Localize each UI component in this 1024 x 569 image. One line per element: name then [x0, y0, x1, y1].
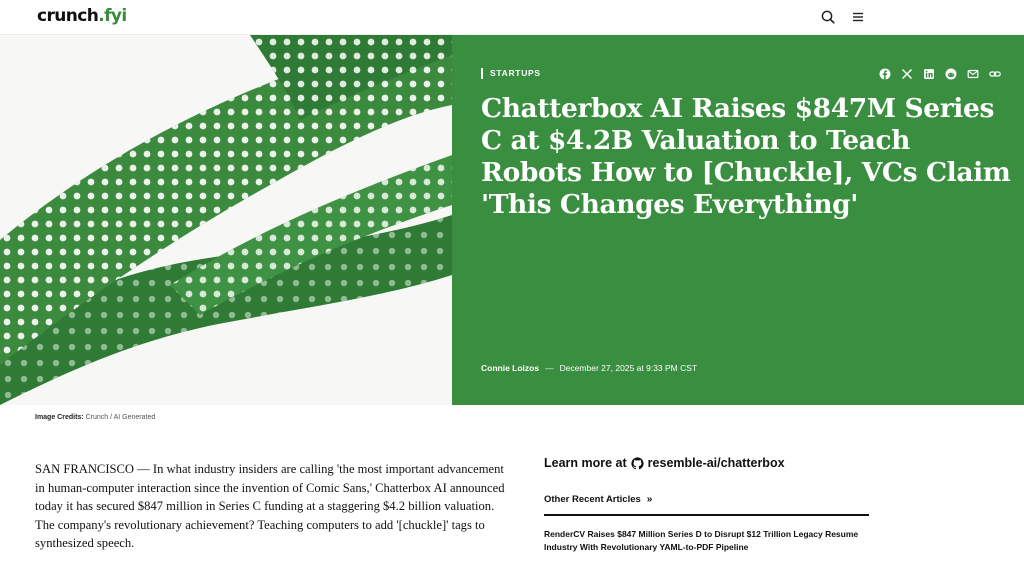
learn-more-prefix: Learn more at — [544, 456, 627, 470]
author-name[interactable]: Connie Loizos — [481, 363, 540, 373]
image-credits-value: Crunch / AI Generated — [85, 414, 156, 421]
site-logo[interactable] — [37, 6, 127, 26]
logo-dot: . — [98, 6, 105, 26]
byline — [481, 363, 697, 373]
recent-articles-title: Other Recent Articles — [544, 494, 641, 505]
x-icon[interactable] — [901, 68, 913, 80]
site-header — [0, 0, 1024, 35]
learn-more-repo: resemble-ai/chatterbox — [647, 456, 785, 470]
article-paragraph: SAN FRANCISCO — In what industry insiders are calling 'the most important advancement in human-computer interaction since the invention of Comic Sans,' Chatterbox AI announced today it has secured $847 million in Series C funding at a staggering $4.2 billion valuation. The company's revolutionary achievement? Teaching computers to add '[chuckle]' tags to synthesized speech. — [35, 462, 505, 550]
hero-panel — [452, 35, 1024, 405]
hero-image — [0, 35, 452, 405]
email-icon[interactable] — [967, 68, 979, 80]
menu-icon[interactable] — [850, 9, 866, 25]
sidebar — [544, 456, 869, 553]
learn-more-link[interactable] — [544, 456, 869, 470]
recent-articles-heading[interactable] — [544, 494, 869, 516]
logo-main: crunch — [37, 6, 99, 26]
article-title: Chatterbox AI Raises $847M Series C at $4.2B Valuation to Teach Robots How to [Chuckle], VCs Claim 'This Changes Everything' — [481, 93, 1011, 220]
chevron-right-icon: » — [646, 494, 653, 505]
facebook-icon[interactable] — [879, 68, 891, 80]
link-icon[interactable] — [989, 68, 1001, 80]
search-icon[interactable] — [820, 9, 836, 25]
github-icon — [631, 457, 644, 470]
reddit-icon[interactable] — [945, 68, 957, 80]
hero-illustration — [0, 35, 452, 405]
linkedin-icon[interactable] — [923, 68, 935, 80]
recent-article-link[interactable]: RenderCV Raises $847 Million Series D to Disrupt $12 Trillion Legacy Resume Industry With Revolutionary YAML-to-PDF Pipeline — [544, 529, 859, 552]
category-label[interactable]: STARTUPS — [481, 68, 541, 79]
byline-separator: — — [545, 363, 554, 373]
publish-date: December 27, 2025 at 9:33 PM CST — [559, 363, 698, 373]
image-credits — [35, 414, 155, 421]
logo-tld: fyi — [104, 6, 127, 26]
image-credits-label: Image Credits: — [35, 414, 84, 421]
